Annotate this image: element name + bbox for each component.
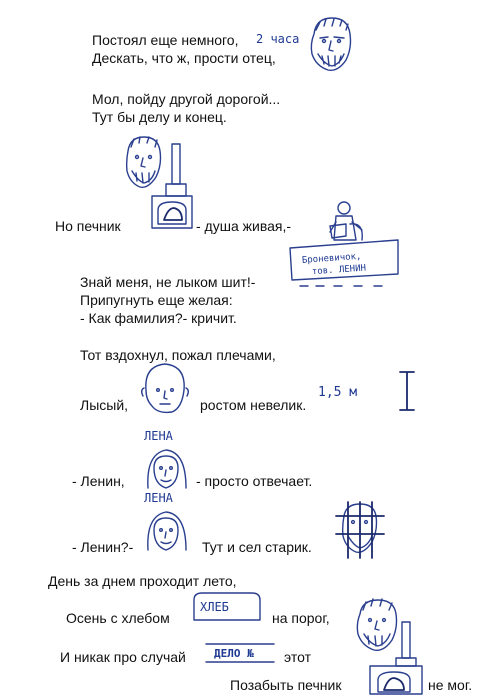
lena-label-1: ЛЕНА <box>144 429 173 443</box>
bald-head-icon <box>138 360 192 416</box>
poem-line-10b: ростом невелик. <box>200 397 307 413</box>
height-measure-icon <box>318 368 418 416</box>
sign-text-line1: Броневичок, <box>301 251 362 266</box>
poem-line-4: Тут бы делу и конец. <box>92 109 227 125</box>
poem-line-2: Дескать, что ж, прости отец, <box>92 50 276 66</box>
case-text: ДЕЛО № <box>214 647 254 660</box>
armored-car-sign-icon <box>286 200 402 294</box>
poem-line-11a: - Ленин, <box>72 473 125 489</box>
two-hours-text: 2 часа <box>256 32 300 46</box>
poem-line-16b: не мог. <box>428 677 473 693</box>
prison-bars-icon <box>332 500 388 560</box>
sign-text-line2: тов. ЛЕНИН <box>311 263 367 278</box>
poem-line-7: Припугнуть еще желая: <box>80 292 233 308</box>
poem-line-6: Знай меня, не лыком шит!- <box>80 274 256 290</box>
poem-line-3: Мол, пойду другой дорогой... <box>92 91 281 107</box>
poem-line-13: День за днем проходит лето, <box>48 573 237 589</box>
old-man-face-icon <box>304 14 358 76</box>
poem-line-15a: И никак про случай <box>60 649 186 665</box>
lena-label-2: ЛЕНА <box>144 491 173 505</box>
height-text: 1,5 м <box>318 385 358 400</box>
poem-line-5a: Но печник <box>55 218 121 234</box>
two-hours-doodle <box>256 30 306 48</box>
poem-line-15b: этот <box>284 649 311 665</box>
poem-line-11b: - просто отвечает. <box>196 473 313 489</box>
bread-loaf-icon <box>190 590 264 624</box>
stove-icon <box>150 142 194 232</box>
poem-line-5b: - душа живая,- <box>196 218 292 234</box>
poem-line-9: Тот вздохнул, пожал плечами, <box>80 347 276 363</box>
lena-face-icon-2 <box>140 490 196 562</box>
poem-line-16a: Позабыть печник <box>230 677 342 693</box>
poem-line-10a: Лысый, <box>80 397 129 413</box>
poem-line-8: - Как фамилия?- кричит. <box>80 310 237 326</box>
poem-line-12b: Тут и сел старик. <box>202 539 312 555</box>
poem-line-12a: - Ленин?- <box>72 539 134 555</box>
case-folder-icon <box>204 640 276 666</box>
poem-line-14b: на порог, <box>272 610 330 626</box>
poem-line-1: Постоял еще немного, <box>92 32 239 48</box>
bread-text: ХЛЕБ <box>200 600 229 614</box>
poem-line-14a: Осень с хлебом <box>66 610 170 626</box>
old-man-stove-icon <box>352 596 426 696</box>
